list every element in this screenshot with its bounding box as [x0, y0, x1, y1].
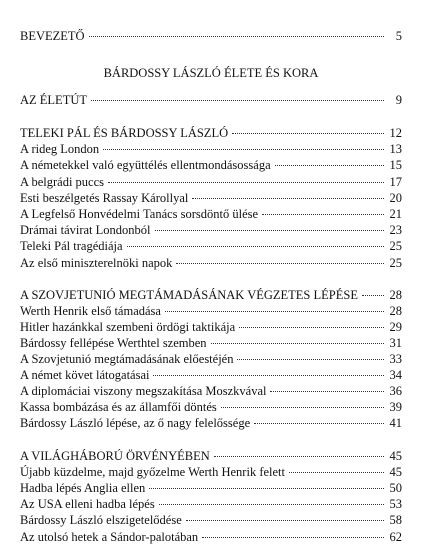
toc-entry-title: A Szovjetunió megtámadásának előestéjén: [20, 352, 234, 366]
dot-leader: [270, 391, 384, 392]
dot-leader: [254, 423, 384, 424]
toc-entry-title: Werth Henrik első támadása: [20, 304, 161, 318]
toc-page-number: 31: [389, 336, 402, 350]
toc-entry: [20, 368, 402, 384]
toc-entry-title: Bárdossy László lépése, az ő nagy felelőssége: [20, 416, 251, 430]
dot-leader: [127, 246, 384, 247]
toc-heading-title: A SZOVJETUNIÓ MEGTÁMADÁSÁNAK VÉGZETES LÉPÉSE: [20, 288, 358, 302]
toc-entry: [20, 223, 402, 239]
toc-entry: [20, 304, 402, 320]
toc-page-number: 25: [389, 256, 402, 270]
toc-entry: [20, 256, 402, 272]
toc-entry: [20, 416, 402, 432]
dot-leader: [155, 230, 384, 231]
toc-page-number: 34: [389, 368, 402, 382]
toc-page-number: 15: [389, 158, 402, 172]
toc-page-number: 20: [389, 191, 402, 205]
section-title: BÁRDOSSY LÁSZLÓ ÉLETE ÉS KORA: [103, 66, 319, 80]
toc-entry: [20, 497, 402, 513]
toc-entry-title: A német követ látogatásai: [20, 368, 150, 382]
toc-entry-title: BEVEZETŐ: [20, 29, 85, 43]
toc-entry: [20, 336, 402, 352]
toc-entry-title: Újabb küzdelme, majd győzelme Werth Henrik felett: [20, 465, 285, 479]
toc-page-number: 28: [389, 288, 402, 302]
dot-leader: [91, 100, 384, 101]
dot-leader: [89, 36, 384, 37]
toc-page-number: 36: [389, 384, 402, 398]
dot-leader: [176, 263, 384, 264]
toc-entry: [20, 191, 402, 207]
toc-heading-teleki: [20, 126, 402, 142]
toc-page-number: 5: [395, 29, 402, 43]
toc-entry: [20, 384, 402, 400]
toc-entry: [20, 158, 402, 174]
dot-leader: [108, 182, 384, 183]
toc-entry-title: Az utolsó hetek a Sándor-palotában: [20, 530, 199, 544]
dot-leader: [192, 198, 384, 199]
dot-leader: [221, 407, 384, 408]
toc-page-number: 25: [389, 239, 402, 253]
toc-entry: [20, 465, 402, 481]
toc-heading-title: A VILÁGHÁBORÚ ÖRVÉNYÉBEN: [20, 449, 210, 463]
dot-leader: [237, 359, 384, 360]
dot-leader: [262, 214, 384, 215]
dot-leader: [186, 520, 384, 521]
toc-entry-title: A Legfelső Honvédelmi Tanács sorsdöntő ülése: [20, 207, 259, 221]
dot-leader: [211, 343, 384, 344]
toc-page-number: 29: [389, 320, 402, 334]
toc-entry-title: A belgrádi puccs: [20, 175, 105, 189]
toc-entry-title: A rideg London: [20, 142, 100, 156]
toc-entry: [20, 513, 402, 529]
toc-entry: [20, 530, 402, 546]
toc-heading-szovjetunio: [20, 288, 402, 304]
dot-leader: [202, 537, 384, 538]
toc-page-number: 41: [389, 416, 402, 430]
toc-heading-vilaghaboru: [20, 449, 402, 465]
toc-entry: [20, 175, 402, 191]
toc-entry-title: Teleki Pál tragédiája: [20, 239, 123, 253]
toc-entry-title: A diplomáciai viszony megszakítása Moszkvával: [20, 384, 267, 398]
toc-page-number: 58: [389, 513, 402, 527]
toc-entry: [20, 400, 402, 416]
toc-page-number: 39: [389, 400, 402, 414]
dot-leader: [159, 504, 384, 505]
toc-entry-title: Hadba lépés Anglia ellen: [20, 481, 146, 495]
toc-page-number: 13: [389, 142, 402, 156]
toc-page-number: 45: [389, 465, 402, 479]
toc-entry-title: Az USA elleni hadba lépés: [20, 497, 155, 511]
toc-page-number: 12: [389, 126, 402, 140]
toc-entry-title: Bárdossy László elszigetelődése: [20, 513, 182, 527]
toc-entry-title: Az első miniszterelnöki napok: [20, 256, 173, 270]
toc-entry: [20, 239, 402, 255]
toc-page-number: 33: [389, 352, 402, 366]
toc-entry-title: Esti beszélgetés Rassay Károllyal: [20, 191, 189, 205]
toc-entry: [20, 142, 402, 158]
toc-page-number: 23: [389, 223, 402, 237]
toc-page-number: 62: [389, 530, 402, 544]
dot-leader: [362, 295, 384, 296]
dot-leader: [165, 311, 384, 312]
toc-entry-intro: [20, 29, 402, 45]
toc-entry: [20, 352, 402, 368]
toc-entry: [20, 207, 402, 223]
toc-page-number: 17: [389, 175, 402, 189]
toc-heading-title: TELEKI PÁL ÉS BÁRDOSSY LÁSZLÓ: [20, 126, 229, 140]
dot-leader: [149, 488, 384, 489]
dot-leader: [214, 456, 384, 457]
dot-leader: [103, 149, 384, 150]
toc-heading-eletut: [20, 93, 402, 109]
toc-entry-title: Kassa bombázása és az államfői döntés: [20, 400, 217, 414]
toc-page-number: 9: [395, 93, 402, 107]
toc-entry-title: Hitler hazánkkal szembeni ördögi taktikája: [20, 320, 236, 334]
toc-entry-title: Bárdossy fellépése Werthtel szemben: [20, 336, 207, 350]
toc-entry: [20, 320, 402, 336]
dot-leader: [289, 472, 384, 473]
dot-leader: [275, 165, 384, 166]
dot-leader: [232, 133, 384, 134]
toc-heading-title: AZ ÉLETÚT: [20, 93, 87, 107]
toc-page-number: 50: [389, 481, 402, 495]
dot-leader: [153, 375, 384, 376]
toc-entry: [20, 481, 402, 497]
toc-entry-title: A németekkel való együttélés ellentmondásossága: [20, 158, 271, 172]
toc-page-number: 28: [389, 304, 402, 318]
toc-entry-title: Drámai távirat Londonból: [20, 223, 151, 237]
toc-page-number: 53: [389, 497, 402, 511]
toc-page-number: 21: [389, 207, 402, 221]
dot-leader: [239, 327, 384, 328]
toc-page-number: 45: [389, 449, 402, 463]
